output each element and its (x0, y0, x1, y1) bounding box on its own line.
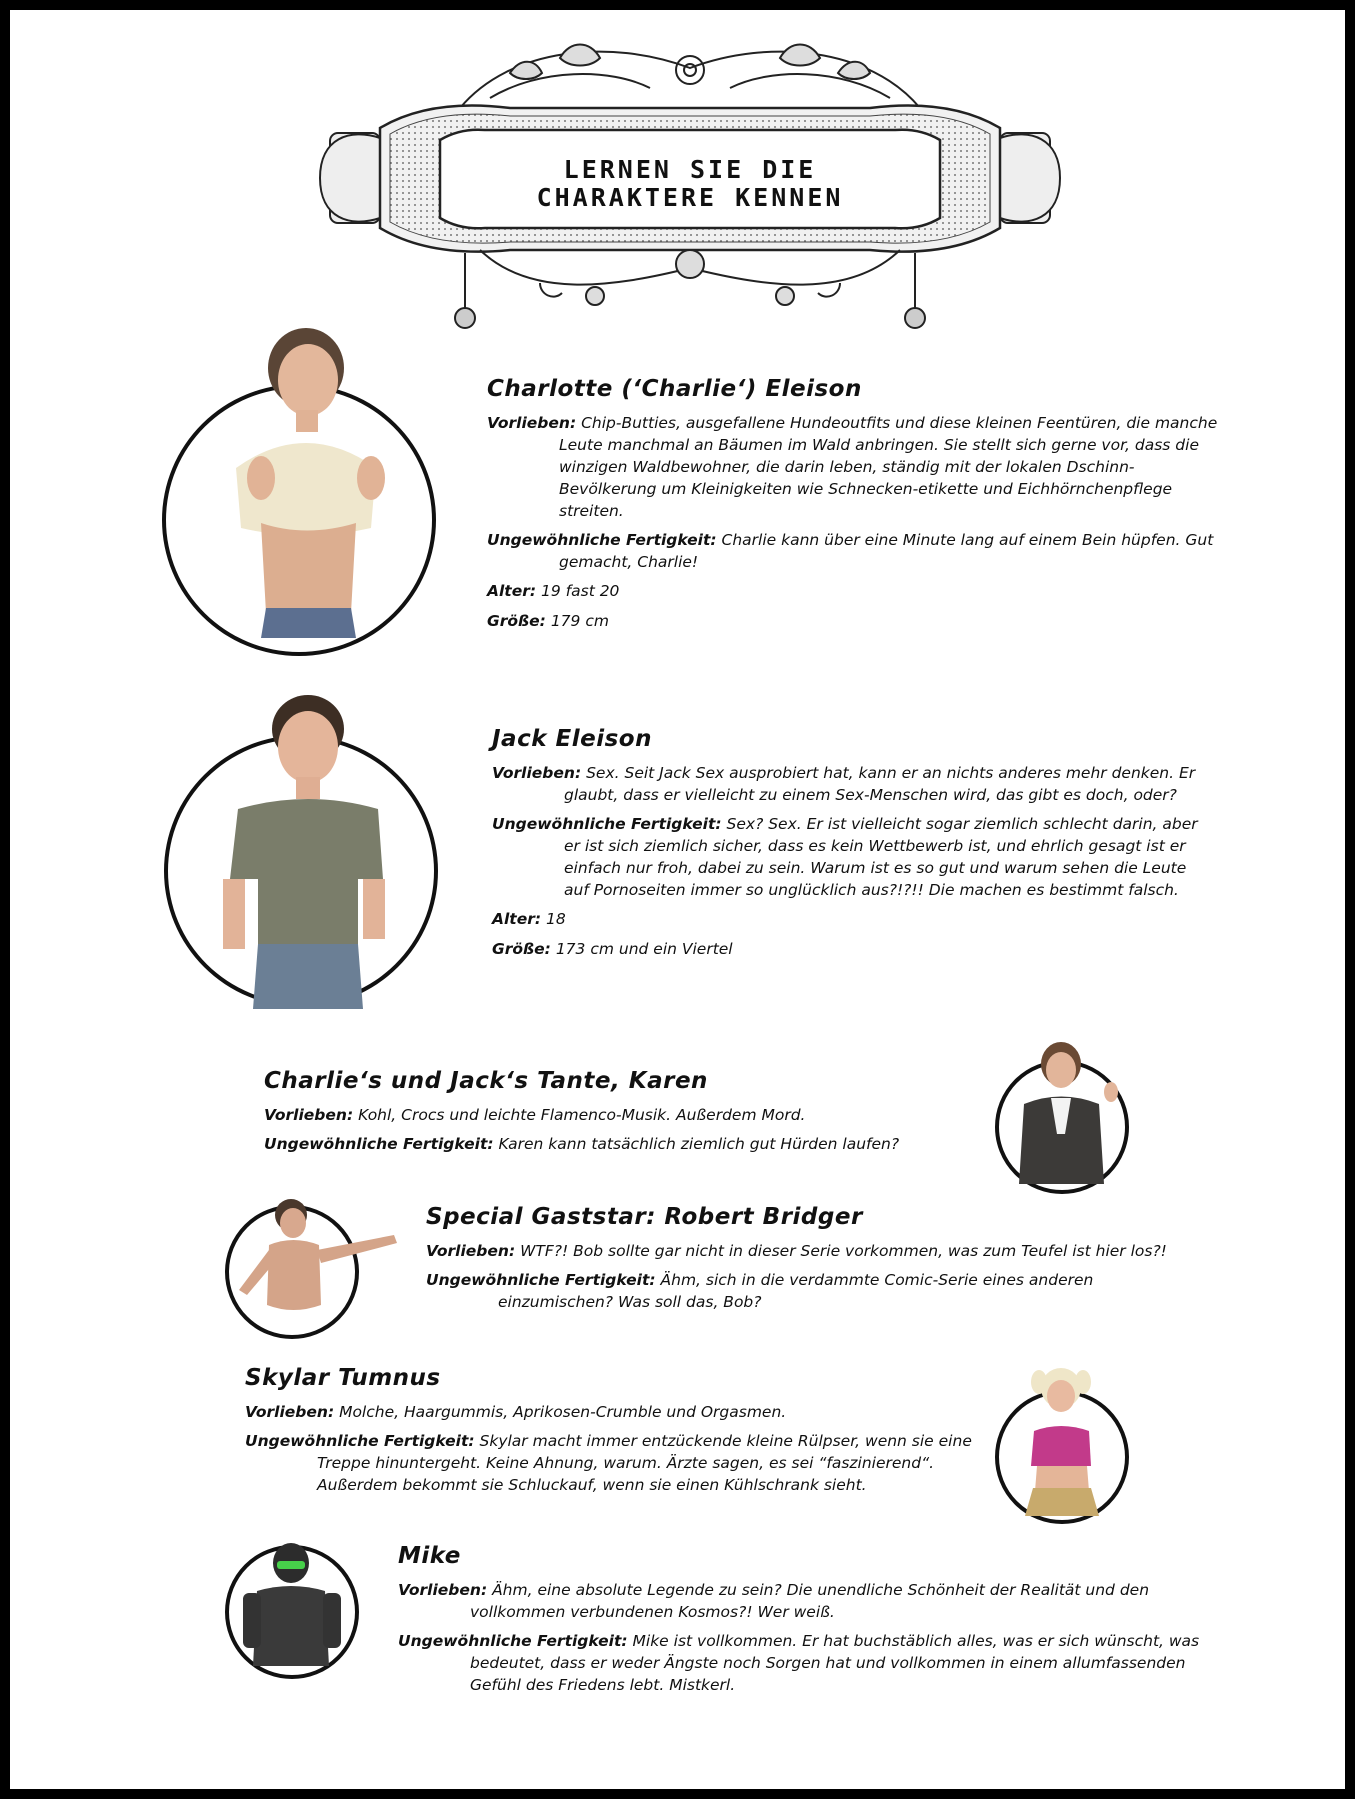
age-value: 19 fast 20 (541, 582, 620, 600)
person-icon (168, 689, 434, 999)
person-icon (166, 318, 432, 628)
skill-text: Skylar macht immer entzückende kleine Rülpser, wenn sie eine Treppe hinuntergeht. Keine Ahnung, warum. Ärzte sagen, es sei “faszinierend“. Außerdem bekommt sie Schluckauf, wenn sie einen Kühlschrank sieht. (317, 1432, 972, 1494)
character-name: Jack Eleison (492, 726, 652, 752)
ornamental-crest (310, 28, 1070, 348)
skill-label: Ungewöhnliche Fertigkeit: (398, 1632, 628, 1650)
skill (398, 1630, 1218, 1696)
likes-text: WTF?! Bob sollte gar nicht in dieser Serie vorkommen, was zum Teufel ist hier los?! (520, 1242, 1167, 1260)
skill-label: Ungewöhnliche Fertigkeit: (487, 531, 717, 549)
likes (398, 1579, 1218, 1623)
character-name: Mike (398, 1543, 461, 1569)
page-title (310, 156, 1070, 212)
likes-label: Vorlieben: (426, 1242, 516, 1260)
likes-text: Sex. Seit Jack Sex ausprobiert hat, kann er an nichts anderes mehr denken. Er glaubt, dass er vielleicht zu einem Sex-Menschen wird, das gibt es doch, oder? (564, 764, 1196, 804)
character-skylar (245, 1365, 985, 1503)
likes (487, 412, 1227, 522)
character-charlie (487, 376, 1227, 639)
likes-label: Vorlieben: (245, 1403, 335, 1421)
person-icon (229, 1195, 419, 1335)
skill-text: Karen kann tatsächlich ziemlich gut Hürden laufen? (498, 1135, 900, 1153)
height (487, 610, 1227, 632)
height-value: 179 cm (550, 612, 609, 630)
avatar-jack (164, 735, 438, 1007)
likes (426, 1240, 1206, 1262)
likes-label: Vorlieben: (492, 764, 582, 782)
age-value: 18 (546, 910, 566, 928)
character-jack (492, 726, 1212, 967)
skill-label: Ungewöhnliche Fertigkeit: (492, 815, 722, 833)
person-icon (229, 1541, 355, 1671)
character-name: Charlotte (‘Charlie‘) Eleison (487, 376, 862, 402)
skill-label: Ungewöhnliche Fertigkeit: (264, 1135, 494, 1153)
avatar-robert (225, 1205, 359, 1339)
page-title-line-1: LERNEN SIE DIE (563, 155, 817, 184)
likes-label: Vorlieben: (264, 1106, 354, 1124)
likes-label: Vorlieben: (398, 1581, 488, 1599)
avatar-mike (225, 1545, 359, 1679)
avatar-charlie (162, 384, 436, 656)
skill (264, 1133, 1004, 1155)
character-robert (426, 1204, 1206, 1320)
skill-label: Ungewöhnliche Fertigkeit: (245, 1432, 475, 1450)
likes-text: Chip-Butties, ausgefallene Hundeoutfits und diese kleinen Feentüren, die manche Leute manchmal an Bäumen im Wald anbringen. Sie stellt sich gerne vor, dass die winzigen Waldbewohner, die darin leben, ständig mit der lokalen Dschinn-Bevölkerung um Kleinigkeiten wie Schnecken-etikette und Eichhörnchenpflege streiten. (559, 414, 1218, 520)
character-karen (264, 1068, 1004, 1162)
skill-label: Ungewöhnliche Fertigkeit: (426, 1271, 656, 1289)
likes (492, 762, 1212, 806)
skill (487, 529, 1227, 573)
person-icon (999, 1034, 1125, 1184)
likes-text: Molche, Haargummis, Aprikosen-Crumble und Orgasmen. (339, 1403, 787, 1421)
page (10, 10, 1345, 1789)
likes (264, 1104, 1004, 1126)
skill (245, 1430, 985, 1496)
avatar-skylar (995, 1390, 1129, 1524)
character-mike (398, 1543, 1218, 1703)
character-name: Skylar Tumnus (245, 1365, 441, 1391)
character-name: Charlie‘s und Jack‘s Tante, Karen (264, 1068, 708, 1094)
skill-text: Ähm, sich in die verdammte Comic-Serie eines anderen einzumischen? Was soll das, Bob? (498, 1271, 1094, 1311)
likes-text: Kohl, Crocs und leichte Flamenco-Musik. Außerdem Mord. (358, 1106, 806, 1124)
page-title-line-2: CHARAKTERE KENNEN (536, 183, 844, 212)
age (487, 580, 1227, 602)
age (492, 908, 1212, 930)
person-icon (999, 1366, 1125, 1516)
age-label: Alter: (487, 582, 537, 600)
likes-text: Ähm, eine absolute Legende zu sein? Die unendliche Schönheit der Realität und den vollkommen verbundenen Kosmos?! Wer weiß. (470, 1581, 1150, 1621)
height-label: Größe: (492, 940, 551, 958)
avatar-karen (995, 1060, 1129, 1194)
character-name: Special Gaststar: Robert Bridger (426, 1204, 863, 1230)
likes-label: Vorlieben: (487, 414, 577, 432)
likes (245, 1401, 985, 1423)
skill-text: Charlie kann über eine Minute lang auf einem Bein hüpfen. Gut gemacht, Charlie! (559, 531, 1214, 571)
height-value: 173 cm und ein Viertel (555, 940, 733, 958)
skill-text: Sex? Sex. Er ist vielleicht sogar ziemlich schlecht darin, aber er ist sich ziemlich sicher, dass es kein Wettbewerb ist, und ehrlich gesagt ist er einfach nur froh, dabei zu sein. Warum ist es so gut und warum sehen die Leute auf Pornoseiten immer so unglücklich aus?!?!! Die machen es bestimmt falsch. (564, 815, 1198, 899)
skill (492, 813, 1212, 901)
height-label: Größe: (487, 612, 546, 630)
skill (426, 1269, 1206, 1313)
height (492, 938, 1212, 960)
skill-text: Mike ist vollkommen. Er hat buchstäblich alles, was er sich wünscht, was bedeutet, dass er weder Ängste noch Sorgen hat und vollkommen in einem allumfassenden Gefühl des Friedens lebt. Mistkerl. (470, 1632, 1200, 1694)
age-label: Alter: (492, 910, 542, 928)
